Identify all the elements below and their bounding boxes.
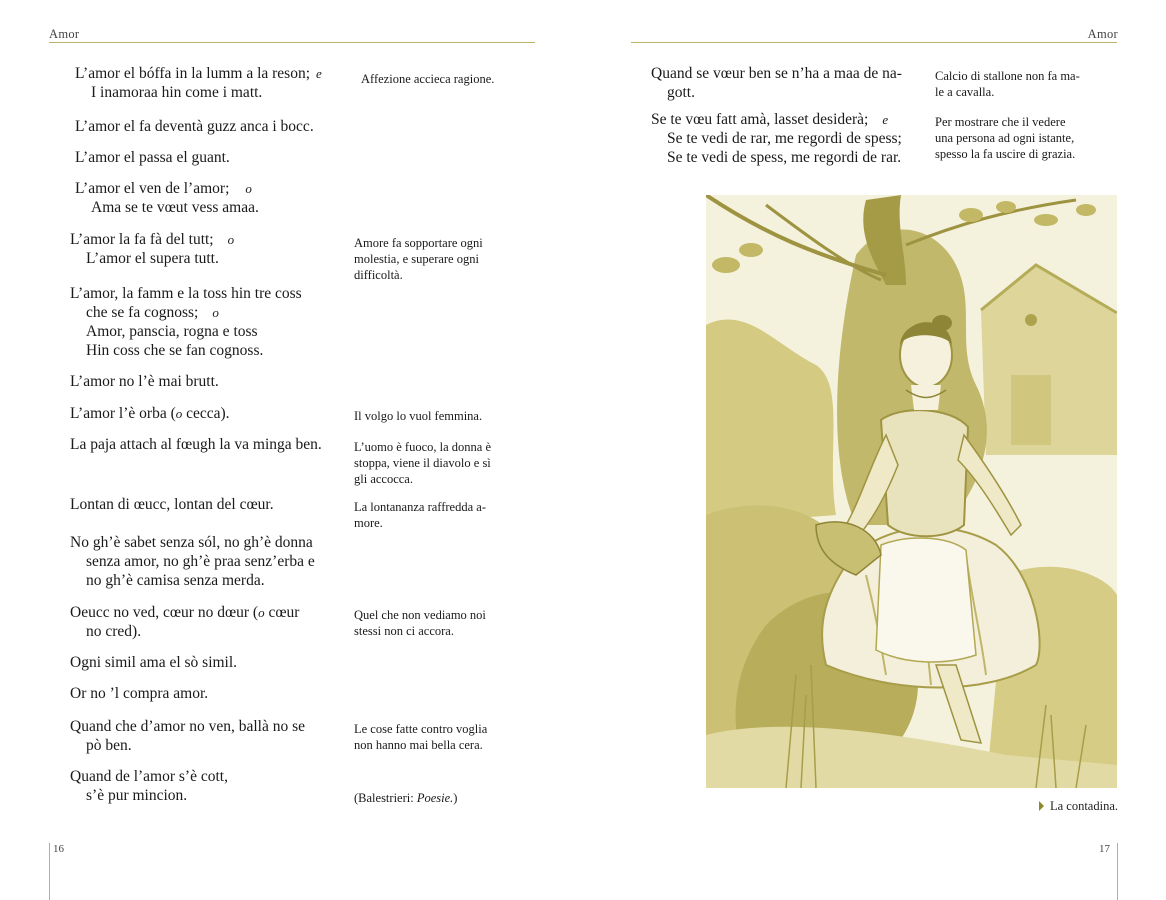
proverb-line: no gh’è camisa senza merda. bbox=[86, 572, 265, 589]
page-number: 17 bbox=[1099, 843, 1110, 855]
proverb-line: cecca). bbox=[186, 405, 230, 422]
proverb-line: pò ben. bbox=[86, 737, 132, 754]
proverb-line: cœur bbox=[264, 604, 300, 621]
conjunction: o bbox=[212, 305, 219, 320]
proverb-line: Se te vedi de rar, me regordi de spess; bbox=[667, 130, 902, 147]
gloss: Affezione accieca ragione. bbox=[361, 72, 495, 86]
proverb-line: Or no ’l compra amor. bbox=[70, 685, 209, 702]
proverb-line: Quand che d’amor no ven, ballà no se bbox=[70, 718, 306, 735]
folio-rule bbox=[49, 843, 50, 900]
proverb-line: Ogni simil ama el sò simil. bbox=[70, 654, 238, 671]
proverb-line: I inamoraa hin come i matt. bbox=[91, 84, 263, 101]
proverb-line: no cred). bbox=[86, 623, 142, 640]
proverb-line: senza amor, no gh’è praa senz’erba e bbox=[86, 553, 315, 570]
triangle-marker-icon bbox=[1039, 801, 1044, 811]
conjunction: o bbox=[227, 232, 235, 247]
header-rule bbox=[49, 42, 535, 43]
proverb-line: L’amor el passa el guant. bbox=[75, 149, 230, 166]
peasant-woman-illustration bbox=[706, 195, 1117, 788]
proverb-line: La paja attach al fœugh la va minga ben. bbox=[70, 436, 322, 453]
folio-rule bbox=[1117, 843, 1118, 900]
gloss: Calcio di stallone non fa ma- le a cavalla. bbox=[935, 69, 1080, 99]
proverb-line: L’amor el ven de l’amor; bbox=[75, 180, 230, 197]
gloss: Per mostrare che il vedere una persona ad ogni istante, spesso la fa uscire di grazia. bbox=[935, 115, 1076, 161]
proverb-line: s’è pur mincion. bbox=[86, 787, 188, 804]
gloss: Quel che non vediamo noi stessi non ci accora. bbox=[354, 608, 486, 638]
proverb-line: gott. bbox=[667, 84, 695, 101]
right-page bbox=[583, 0, 1166, 900]
proverb-line: che se fa cognoss; bbox=[86, 304, 199, 321]
proverb-line: Se te vœu fatt amà, lasset desiderà; bbox=[651, 111, 869, 128]
proverb-line: L’amor no l’è mai brutt. bbox=[70, 373, 219, 390]
gloss: Le cose fatte contro voglia non hanno mai bella cera. bbox=[354, 722, 488, 752]
page-number: 16 bbox=[53, 843, 64, 855]
gloss: La lontananza raffredda a- more. bbox=[354, 500, 486, 530]
conjunction: o bbox=[175, 406, 183, 421]
proverb-line: Lontan di œucc, lontan del cœur. bbox=[70, 496, 274, 513]
conjunction: e bbox=[316, 66, 322, 81]
gloss: Amore fa sopportare ogni molestia, e superare ogni difficoltà. bbox=[354, 236, 483, 282]
proverb-line: No gh’è sabet senza sól, no gh’è donna bbox=[70, 534, 313, 551]
proverb-line: L’amor el supera tutt. bbox=[86, 250, 219, 267]
proverb-line: Quand de l’amor s’è cott, bbox=[70, 768, 228, 785]
running-head: Amor bbox=[1087, 27, 1118, 41]
conjunction: e bbox=[882, 112, 889, 127]
proverb-line: Oeucc no ved, cœur no dœur ( bbox=[70, 604, 259, 621]
illustration-caption: La contadina. bbox=[1039, 799, 1118, 814]
header-rule bbox=[631, 42, 1117, 43]
conjunction: o bbox=[258, 605, 265, 620]
proverb-line: L’amor el bóffa in la lumm a la reson; bbox=[75, 65, 311, 82]
proverb-line: L’amor l’è orba ( bbox=[70, 405, 176, 422]
gloss: (Balestrieri: Poesie.) bbox=[354, 791, 458, 805]
running-head: Amor bbox=[49, 27, 80, 41]
proverb-line: L’amor la fa fà del tutt; bbox=[70, 231, 214, 248]
proverb-line: Hin coss che se fan cognoss. bbox=[86, 342, 264, 359]
proverb-line: Ama se te vœut vess amaa. bbox=[91, 199, 259, 216]
conjunction: o bbox=[245, 181, 252, 196]
proverb-line: Se te vedi de spess, me regordi de rar. bbox=[667, 149, 902, 166]
proverb-line: L’amor el fa deventà guzz anca i bocc. bbox=[75, 118, 314, 135]
proverb-line: Quand se vœur ben se n’ha a maa de na- bbox=[651, 65, 902, 82]
gloss: Il volgo lo vuol femmina. bbox=[354, 409, 483, 423]
proverb-line: Amor, panscia, rogna e toss bbox=[86, 323, 258, 340]
gloss: L’uomo è fuoco, la donna è stoppa, viene il diavolo e sì gli accocca. bbox=[354, 440, 491, 486]
engraving-peasant-woman-image bbox=[706, 195, 1117, 788]
proverb-line: L’amor, la famm e la toss hin tre coss bbox=[70, 285, 302, 302]
